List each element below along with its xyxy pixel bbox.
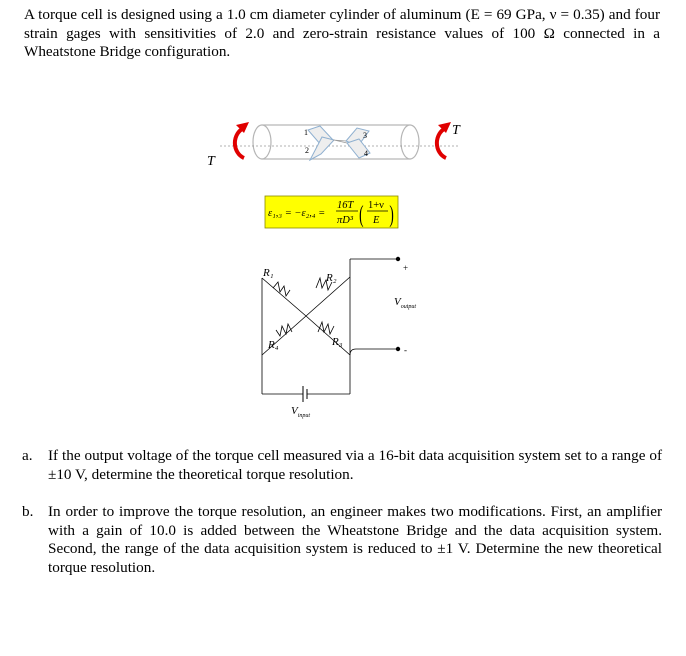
torque-arrow-right-icon — [437, 128, 446, 158]
formula-denominator: πD³ — [337, 215, 353, 226]
formula-paren-numerator: 1+ν — [368, 200, 384, 211]
v-input-label: $V_{input}$ — [291, 405, 311, 419]
formula-paren-denominator: E — [373, 215, 380, 226]
output-terminal-positive — [396, 257, 400, 261]
gage-label-2: 2 — [305, 146, 309, 155]
svg-text:(: ( — [359, 202, 364, 229]
strain-formula — [265, 196, 398, 228]
resistor-label-r4: R₄ — [268, 339, 279, 351]
resistor-r4-symbol — [276, 324, 292, 336]
output-minus-sign: - — [404, 345, 407, 355]
question-a-label: a. — [22, 447, 33, 464]
resistor-label-r2: R₂ — [326, 272, 337, 284]
output-terminal-negative — [396, 347, 400, 351]
gage-label-4: 4 — [364, 149, 368, 158]
torque-label-right: T — [452, 123, 460, 138]
gage-label-3: 3 — [363, 131, 367, 140]
resistor-r1-symbol — [273, 282, 290, 296]
output-plus-sign: + — [403, 263, 409, 273]
v-output-label: $V_{output}$ — [394, 296, 417, 310]
question-b-text: In order to improve the torque resolution, an engineer makes two modifications. First, an amplifier with a gain of 10.0 is added between the Wheatstone Bridge and the data acquisition system. Second, the range of the data acquisition system is reduced to ±1 V. Determine the new theoretical torque resolution. — [48, 503, 662, 576]
problem-statement: A torque cell is designed using a 1.0 cm diameter cylinder of aluminum (E = 69 GPa, ν = 0.35) and four strain gages with sensitivities of 2.0 and zero-strain resistance values of 100 Ω connected in a Wheatstone Bridge configuration. — [24, 6, 660, 60]
formula-numerator: 16T — [337, 200, 354, 211]
aluminum-cylinder — [220, 125, 460, 159]
resistor-label-r3: R₃ — [332, 336, 343, 348]
question-b-label: b. — [22, 503, 34, 520]
resistor-label-r1: R₁ — [263, 267, 274, 279]
question-a — [22, 447, 662, 484]
torque-arrow-left-icon — [235, 128, 244, 158]
resistor-r3-symbol — [318, 322, 334, 334]
question-b — [22, 503, 662, 577]
svg-text:): ) — [389, 202, 394, 229]
torque-label-left: T — [207, 154, 215, 169]
formula-lhs: ε₁,₃ = −ε₂,₄ = — [268, 208, 326, 219]
gage-label-1: 1 — [304, 128, 308, 137]
question-a-text: If the output voltage of the torque cell measured via a 16-bit data acquisition system set to a range of ±10 V, determine the theoretical torque resolution. — [48, 447, 662, 483]
